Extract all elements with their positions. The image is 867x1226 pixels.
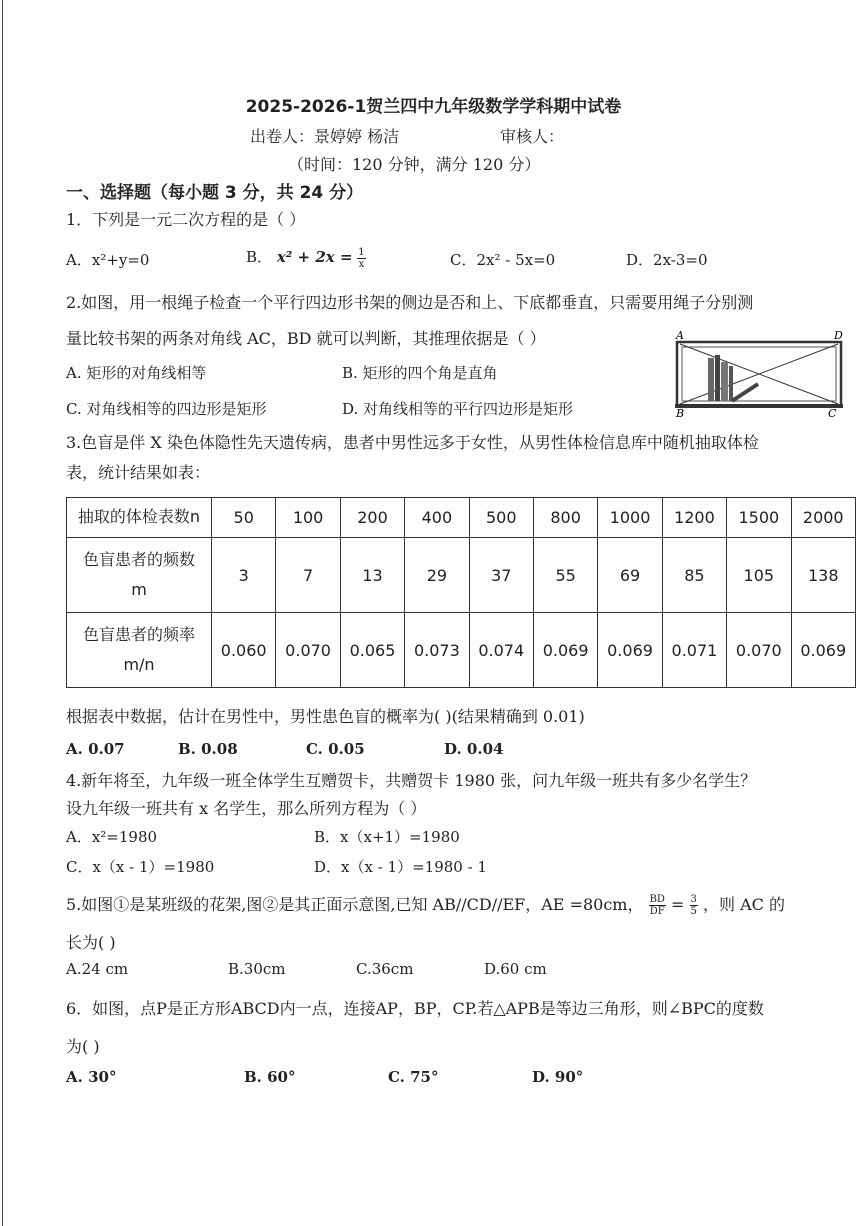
fig-label-d: D bbox=[834, 329, 843, 342]
table-cell: 138 bbox=[791, 538, 855, 613]
q4-option-c: C．x（x - 1）=1980 bbox=[66, 858, 215, 876]
q5-fraction-bd-df bbox=[649, 894, 666, 917]
fig-label-c: C bbox=[828, 407, 837, 418]
table-cell: 100 bbox=[276, 498, 340, 538]
table-cell: 0.074 bbox=[469, 613, 533, 688]
table-header-cell bbox=[67, 613, 212, 688]
table-cell: 29 bbox=[405, 538, 469, 613]
table-cell: 0.070 bbox=[276, 613, 340, 688]
table-header-line: 色盲患者的频数 bbox=[82, 549, 195, 569]
fraction-numerator: 1 bbox=[358, 246, 365, 258]
table-cell: 7 bbox=[276, 538, 340, 613]
table-cell: 3 bbox=[212, 538, 276, 613]
q6-option-b: B. 60° bbox=[244, 1068, 296, 1086]
table-cell: 500 bbox=[469, 498, 533, 538]
table-header-line: m/n bbox=[123, 655, 155, 674]
table-cell: 105 bbox=[727, 538, 791, 613]
q3-option-d: D. 0.04 bbox=[444, 740, 504, 758]
reviewer: 审核人： bbox=[500, 127, 565, 146]
table-cell: 1000 bbox=[598, 498, 662, 538]
table-cell: 85 bbox=[662, 538, 726, 613]
q1-option-b-fraction bbox=[357, 247, 365, 270]
q2-stem-line2: 量比较书架的两条对角线 AC，BD 就可以判断，其推理依据是（ ） bbox=[66, 329, 546, 348]
q1-option-c: C．2x² - 5x=0 bbox=[450, 251, 556, 269]
q1-stem: 1．下列是一元二次方程的是（ ） bbox=[66, 210, 306, 229]
q6-option-d: D. 90° bbox=[532, 1068, 584, 1086]
q1-option-b-prefix: B． bbox=[246, 248, 273, 266]
q5-stem-text: 5.如图①是某班级的花架,图②是其正面示意图,已知 AB//CD//EF，AE =80cm， bbox=[66, 895, 644, 914]
q1-option-b bbox=[246, 246, 366, 270]
q6-option-a: A. 30° bbox=[66, 1068, 117, 1086]
table-cell: 800 bbox=[533, 498, 597, 538]
table-cell: 400 bbox=[405, 498, 469, 538]
equals-sign: = bbox=[671, 895, 685, 914]
q6-stem-line1: 6．如图，点P是正方形ABCD内一点，连接AP，BP，CP.若△APB是等边三角形，则∠BPC的度数 bbox=[66, 999, 764, 1018]
table-cell: 69 bbox=[598, 538, 662, 613]
q3-stem-line2: 表，统计结果如表： bbox=[66, 463, 211, 482]
q4-stem-line2: 设九年级一班共有 x 名学生，那么所列方程为（ ） bbox=[66, 799, 427, 818]
table-row bbox=[67, 498, 856, 538]
fraction-denominator: x bbox=[358, 258, 365, 270]
q3-option-c: C. 0.05 bbox=[306, 740, 365, 758]
q3-option-a: A. 0.07 bbox=[66, 740, 125, 758]
section-heading: 一、选择题（每小题 3 分，共 24 分） bbox=[66, 183, 364, 203]
fraction-denominator: 5 bbox=[690, 906, 697, 917]
table-row bbox=[67, 613, 856, 688]
page-edge-line bbox=[2, 0, 3, 1226]
table-cell: 0.069 bbox=[598, 613, 662, 688]
q4-stem-line1: 4.新年将至，九年级一班全体学生互赠贺卡，共赠贺卡 1980 张，问九年级一班共有多少名学生？ bbox=[66, 771, 757, 790]
q4-option-d: D．x（x - 1）=1980 - 1 bbox=[314, 858, 487, 876]
table-cell: 1200 bbox=[662, 498, 726, 538]
q5-option-b: B.30cm bbox=[228, 960, 286, 978]
frequency-table bbox=[66, 497, 856, 688]
q5-option-d: D.60 cm bbox=[484, 960, 547, 978]
table-cell: 200 bbox=[340, 498, 404, 538]
fraction-denominator: DF bbox=[649, 906, 665, 917]
q2-option-b: B. 矩形的四个角是直角 bbox=[342, 364, 498, 382]
q5-fraction-3-5 bbox=[690, 894, 698, 917]
table-cell: 55 bbox=[533, 538, 597, 613]
table-cell: 0.071 bbox=[662, 613, 726, 688]
q1-option-b-expr: x² + 2x = bbox=[276, 248, 353, 266]
q3-option-b: B. 0.08 bbox=[178, 740, 238, 758]
q5-stem-tail: ，则 AC 的 bbox=[703, 895, 785, 914]
q1-option-d: D．2x-3=0 bbox=[626, 251, 708, 269]
q6-stem-line2: 为( ) bbox=[66, 1037, 100, 1056]
q3-question: 根据表中数据，估计在男性中，男性患色盲的概率为( )(结果精确到 0.01) bbox=[66, 707, 585, 726]
table-header-line: 色盲患者的频率 bbox=[82, 624, 195, 644]
q5-stem-line2: 长为( ) bbox=[66, 933, 116, 952]
q3-stem-line1: 3.色盲是伴 X 染色体隐性先天遗传病，患者中男性远多于女性，从男性体检信息库中随机抽取体检 bbox=[66, 433, 759, 452]
table-header-line: m bbox=[131, 580, 147, 599]
fraction-numerator: BD bbox=[649, 894, 665, 905]
table-cell: 13 bbox=[340, 538, 404, 613]
q2-stem-line1: 2.如图，用一根绳子检查一个平行四边形书架的侧边是否和上、下底都垂直，只需要用绳子分别测 bbox=[66, 293, 754, 312]
q2-option-d: D. 对角线相等的平行四边形是矩形 bbox=[342, 400, 574, 418]
time-note: （时间：120 分钟，满分 120 分） bbox=[288, 155, 541, 174]
q5-option-a: A.24 cm bbox=[66, 960, 129, 978]
table-cell: 0.073 bbox=[405, 613, 469, 688]
fig-label-a: A bbox=[676, 329, 684, 342]
table-header-cell: 抽取的体检表数n bbox=[67, 498, 212, 538]
q5-option-c: C.36cm bbox=[356, 960, 414, 978]
table-cell: 37 bbox=[469, 538, 533, 613]
q1-option-a: A．x²+y=0 bbox=[66, 251, 150, 269]
table-cell: 0.065 bbox=[340, 613, 404, 688]
table-cell: 1500 bbox=[727, 498, 791, 538]
table-header-cell bbox=[67, 538, 212, 613]
table-cell: 0.069 bbox=[791, 613, 855, 688]
q2-option-c: C. 对角线相等的四边形是矩形 bbox=[66, 400, 267, 418]
q5-stem-line1 bbox=[66, 892, 785, 917]
bookshelf-figure bbox=[670, 328, 850, 418]
exam-title: 2025-2026-1贺兰四中九年级数学学科期中试卷 bbox=[245, 97, 622, 117]
q4-option-b: B．x（x+1）=1980 bbox=[314, 828, 460, 846]
fig-label-b: B bbox=[676, 407, 685, 418]
table-cell: 0.069 bbox=[533, 613, 597, 688]
authors: 出卷人：景婷婷 杨洁 bbox=[250, 127, 400, 146]
table-cell: 0.070 bbox=[727, 613, 791, 688]
q4-option-a: A．x²=1980 bbox=[66, 828, 158, 846]
table-row bbox=[67, 538, 856, 613]
q6-option-c: C. 75° bbox=[388, 1068, 439, 1086]
table-cell: 0.060 bbox=[212, 613, 276, 688]
table-cell: 2000 bbox=[791, 498, 855, 538]
fraction-numerator: 3 bbox=[690, 894, 697, 905]
q2-option-a: A. 矩形的对角线相等 bbox=[66, 364, 207, 382]
table-cell: 50 bbox=[212, 498, 276, 538]
